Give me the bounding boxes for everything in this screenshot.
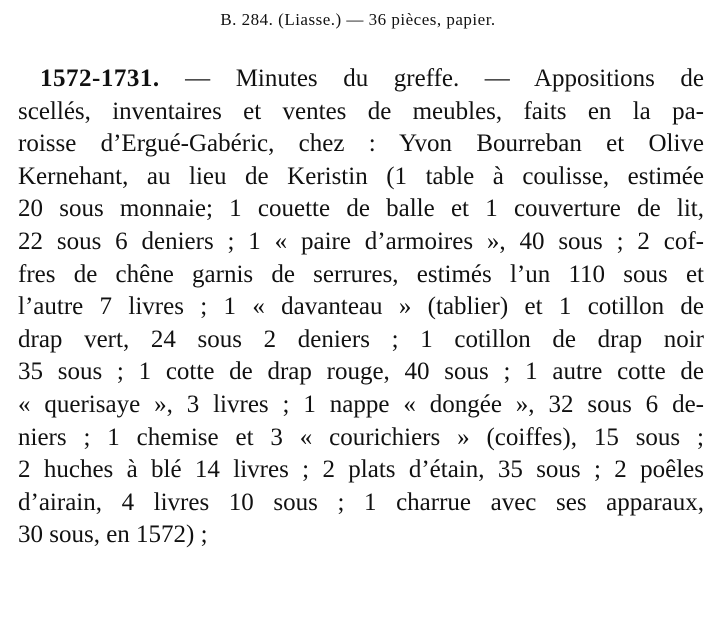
entry-line-15: 30 sous, en 1572) ; xyxy=(18,521,208,549)
entry-line-2: scellés, inventaires et ventes de meubles, faits en la pa- xyxy=(18,97,704,125)
entry-line-14: d’airain, 4 livres 10 sous ; 1 charrue avec ses apparaux, xyxy=(18,488,704,516)
entry-line-10: 35 sous ; 1 cotte de drap rouge, 40 sous ; 1 autre cotte de xyxy=(18,358,704,386)
entry-line-6: 22 sous 6 deniers ; 1 « paire d’armoires », 40 sous ; 2 cof- xyxy=(18,227,704,255)
entry-dates: 1572-1731. xyxy=(40,65,160,92)
entry-line-3: roisse d’Ergué-Gabéric, chez : Yvon Bourreban et Olive xyxy=(18,130,704,158)
entry-line-7: fres de chêne garnis de serrures, estimés l’un 110 sous et xyxy=(18,260,704,288)
entry-line-11: « querisaye », 3 livres ; 1 nappe « dongée », 32 sous 6 de- xyxy=(18,390,704,418)
entry-line-8: l’autre 7 livres ; 1 « davanteau » (tablier) et 1 cotillon de xyxy=(18,293,704,321)
document-header: B. 284. (Liasse.) — 36 pièces, papier. xyxy=(220,10,496,29)
entry-text xyxy=(18,63,704,552)
entry-line-12: niers ; 1 chemise et 3 « courichiers » (coiffes), 15 sous ; xyxy=(18,423,704,451)
entry-line-13: 2 huches à blé 14 livres ; 2 plats d’étain, 35 sous ; 2 poêles xyxy=(18,456,704,484)
entry-line-4: Kernehant, au lieu de Keristin (1 table à coulisse, estimée xyxy=(18,162,704,190)
entry-line-9: drap vert, 24 sous 2 deniers ; 1 cotillon de drap noir xyxy=(18,325,704,353)
entry-line-1 xyxy=(18,63,704,96)
entry-line-5: 20 sous monnaie; 1 couette de balle et 1 couverture de lit, xyxy=(18,195,704,223)
entry-line-1-text: — Minutes du greffe. — Appositions de xyxy=(159,65,704,92)
